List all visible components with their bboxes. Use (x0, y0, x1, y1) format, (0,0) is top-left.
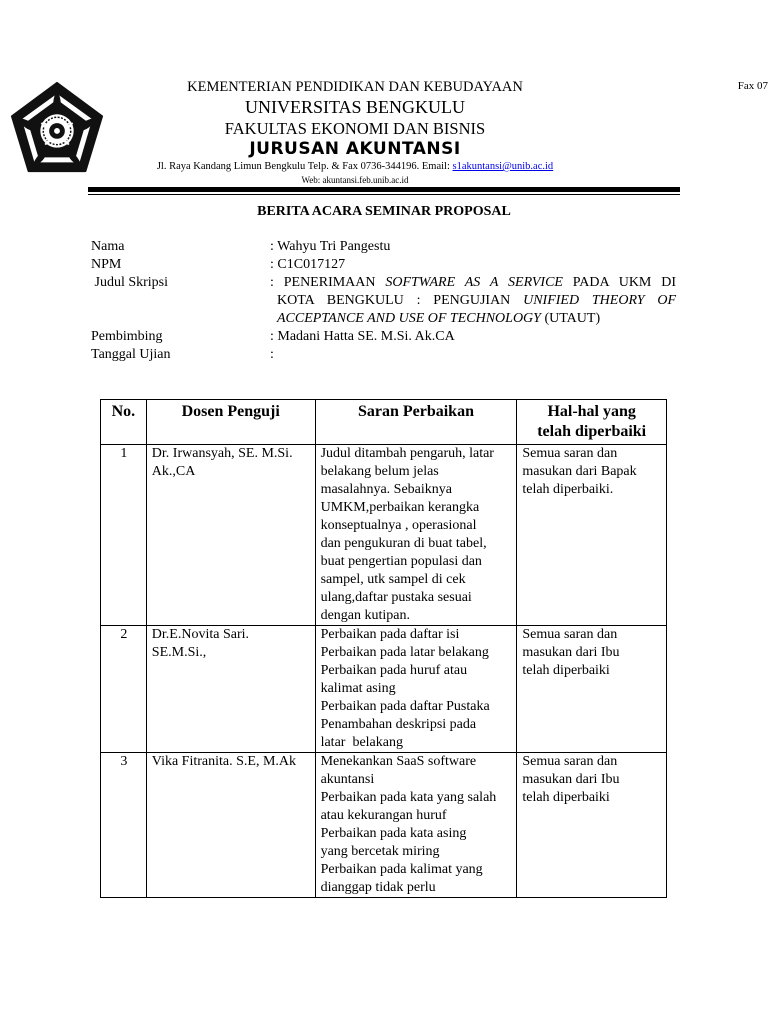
row-saran-line: UMKM,perbaikan kerangka (320, 500, 480, 515)
row-saran (315, 626, 517, 753)
header-hal-line2: telah diperbaiki (537, 423, 647, 440)
row-saran-line: Perbaikan pada daftar Pustaka (320, 699, 490, 714)
fax-fragment: Fax 07 (737, 80, 768, 92)
department-heading: JURUSAN AKUNTANSI (249, 139, 461, 159)
website-line: Web: akuntansi.feb.unib.ac.id (301, 175, 409, 185)
row-saran-line: masalahnya. Sebaiknya (320, 482, 452, 497)
row-saran-line: Perbaikan pada kalimat yang (320, 862, 483, 877)
row-hal-line: telah diperbaiki. (522, 482, 614, 497)
row-saran-line: latar belakang (320, 735, 403, 750)
row-saran-line: belakang belum jelas (320, 464, 439, 479)
row-dosen-line: SE.M.Si., (151, 645, 207, 660)
row-dosen (146, 753, 315, 898)
row-hal (517, 445, 667, 626)
row-saran-line: Perbaikan pada kata asing (320, 826, 467, 841)
judul-prefix: : PENERIMAAN (270, 275, 386, 290)
tanggal-label: Tanggal Ujian (91, 347, 171, 362)
row-hal (517, 626, 667, 753)
row-saran-line: dianggap tidak perlu (320, 880, 436, 895)
judul-italic-1: SOFTWARE AS A SERVICE (385, 275, 563, 290)
row-saran-line: atau kekurangan huruf (320, 808, 447, 823)
judul-suffix: (UTAUT) (540, 311, 601, 326)
address-line (130, 161, 580, 172)
row-number: 1 (101, 445, 147, 626)
row-hal-line: masukan dari Bapak (522, 464, 637, 479)
row-saran-line: buat pengertian populasi dan (320, 554, 482, 569)
row-saran-line: Perbaikan pada huruf atau (320, 663, 468, 678)
row-dosen (146, 626, 315, 753)
review-table (100, 399, 667, 898)
row-hal-line: masukan dari Ibu (522, 645, 620, 660)
row-saran-line: ulang,daftar pustaka sesuai (320, 590, 472, 605)
row-dosen-line: Dr. Irwansyah, SE. M.Si. (151, 446, 293, 461)
npm-value: : C1C017127 (270, 257, 346, 272)
nama-label: Nama (91, 239, 125, 254)
row-hal-line: Semua saran dan (522, 754, 618, 769)
row-dosen-line: Ak.,CA (151, 464, 196, 479)
ministry-heading: KEMENTERIAN PENDIDIKAN DAN KEBUDAYAAN (187, 79, 523, 95)
header-no: No. (101, 400, 147, 445)
row-dosen-line: Dr.E.Novita Sari. (151, 627, 250, 642)
row-saran-line: Perbaikan pada kata yang salah (320, 790, 497, 805)
nama-value: : Wahyu Tri Pangestu (270, 239, 391, 254)
row-saran-line: sampel, utk sampel di cek (320, 572, 466, 587)
judul-italic-2: UNIFIED THEORY OF (523, 293, 676, 308)
judul-mid-1: PADA UKM DI (562, 275, 676, 290)
row-hal-line: telah diperbaiki (522, 790, 610, 805)
table-row (101, 626, 667, 753)
table-body (101, 445, 667, 898)
judul-italic-3: ACCEPTANCE AND USE OF TECHNOLOGY (277, 311, 541, 326)
row-saran-line: akuntansi (320, 772, 375, 787)
row-saran-line: kalimat asing (320, 681, 396, 696)
row-number: 2 (101, 626, 147, 753)
header-rule-thick (88, 187, 680, 192)
row-hal-line: masukan dari Ibu (522, 772, 620, 787)
faculty-heading: FAKULTAS EKONOMI DAN BISNIS (224, 119, 486, 138)
header-dosen: Dosen Penguji (146, 400, 315, 445)
judul-value (270, 274, 676, 328)
row-saran (315, 445, 517, 626)
row-saran-line: dengan kutipan. (320, 608, 410, 623)
row-saran-line: yang bercetak miring (320, 844, 440, 859)
pembimbing-label: Pembimbing (91, 329, 163, 344)
tanggal-value: : (270, 347, 274, 362)
document-title: BERITA ACARA SEMINAR PROPOSAL (257, 204, 511, 219)
header-saran: Saran Perbaikan (315, 400, 517, 445)
address-text: Jl. Raya Kandang Limun Bengkulu Telp. & Fax 0736-344196. Email: (156, 161, 453, 172)
row-saran (315, 753, 517, 898)
row-number: 3 (101, 753, 147, 898)
header-hal (517, 400, 667, 445)
row-saran-line: Judul ditambah pengaruh, latar (320, 446, 494, 461)
judul-line2: KOTA BENGKULU : PENGUJIAN (277, 293, 524, 308)
row-hal-line: telah diperbaiki (522, 663, 610, 678)
table-row (101, 753, 667, 898)
row-saran-line: Perbaikan pada latar belakang (320, 645, 489, 660)
judul-label: Judul Skripsi (91, 275, 169, 290)
row-hal-line: Semua saran dan (522, 446, 618, 461)
row-hal (517, 753, 667, 898)
pembimbing-value: : Madani Hatta SE. M.Si. Ak.CA (270, 329, 455, 344)
row-dosen (146, 445, 315, 626)
npm-label: NPM (91, 257, 122, 272)
row-saran-line: Penambahan deskripsi pada (320, 717, 477, 732)
header-rule-thin (88, 194, 680, 195)
header-hal-line1: Hal-hal yang (547, 403, 636, 420)
university-logo-icon (8, 80, 106, 178)
table-row (101, 445, 667, 626)
row-hal-line: Semua saran dan (522, 627, 618, 642)
row-saran-line: Menekankan SaaS software (320, 754, 477, 769)
row-saran-line: Perbaikan pada daftar isi (320, 627, 460, 642)
email-link[interactable]: s1akuntansi@unib.ac.id (452, 161, 554, 172)
table-header-row (101, 400, 667, 445)
university-heading: UNIVERSITAS BENGKULU (244, 97, 466, 117)
row-saran-line: dan pengukuran di buat tabel, (320, 536, 487, 551)
row-saran-line: konseptualnya , operasional (320, 518, 477, 533)
row-dosen-line: Vika Fitranita. S.E, M.Ak (151, 754, 297, 769)
